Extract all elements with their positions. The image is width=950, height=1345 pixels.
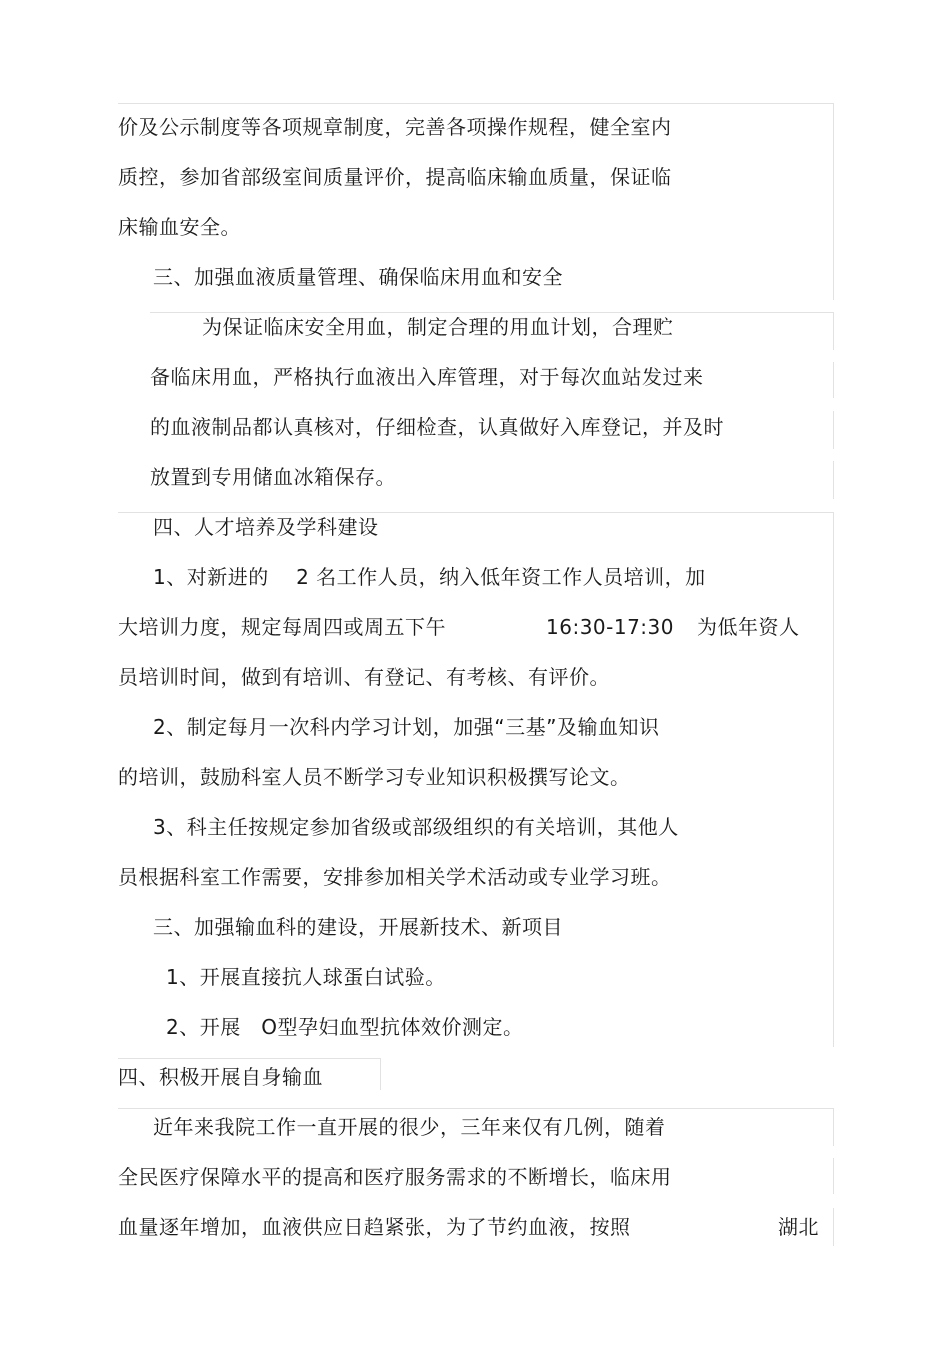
body-line: 为保证临床安全用血，制定合理的用血计划，合理贮 bbox=[202, 315, 674, 339]
frame-tick bbox=[833, 362, 834, 398]
section-heading: 三、加强血液质量管理、确保临床用血和安全 bbox=[153, 265, 563, 289]
section-heading: 四、人才培养及学科建设 bbox=[153, 515, 379, 539]
body-line: 近年来我院工作一直开展的很少，三年来仅有几例，随着 bbox=[153, 1115, 666, 1139]
body-line: 放置到专用储血冰箱保存。 bbox=[150, 465, 396, 489]
body-line: 血量逐年增加，血液供应日趋紧张，为了节约血液，按照 bbox=[118, 1215, 631, 1239]
frame-tick bbox=[833, 1158, 834, 1194]
body-line: 大培训力度，规定每周四或周五下午 bbox=[118, 615, 446, 639]
body-line: 2、制定每月一次科内学习计划，加强“三基”及输血知识 bbox=[153, 715, 660, 739]
list-item: 2、开展 O型孕妇血型抗体效价测定。 bbox=[166, 1015, 524, 1039]
section-heading: 四、积极开展自身输血 bbox=[118, 1065, 323, 1089]
frame-tick bbox=[833, 411, 834, 449]
body-line: 员培训时间，做到有培训、有登记、有考核、有评价。 bbox=[118, 665, 610, 689]
body-line: 的血液制品都认真核对，仔细检查，认真做好入库登记，并及时 bbox=[150, 415, 724, 439]
body-line: 为低年资人 bbox=[697, 615, 800, 639]
body-line: 湖北 bbox=[778, 1215, 819, 1239]
body-line: 备临床用血，严格执行血液出入库管理，对于每次血站发过来 bbox=[150, 365, 704, 389]
time-range: 16:30-17:30 bbox=[546, 615, 674, 639]
body-line: 的培训，鼓励科室人员不断学习专业知识积极撰写论文。 bbox=[118, 765, 631, 789]
section-heading: 三、加强输血科的建设，开展新技术、新项目 bbox=[153, 915, 563, 939]
body-line: 床输血安全。 bbox=[118, 215, 241, 239]
body-line: 员根据科室工作需要，安排参加相关学术活动或专业学习班。 bbox=[118, 865, 672, 889]
body-line: 价及公示制度等各项规章制度，完善各项操作规程，健全室内 bbox=[118, 115, 672, 139]
list-item: 1、开展直接抗人球蛋白试验。 bbox=[166, 965, 446, 989]
body-line: 1、对新进的 2 名工作人员，纳入低年资工作人员培训，加 bbox=[153, 565, 706, 589]
body-line: 3、科主任按规定参加省级或部级组织的有关培训，其他人 bbox=[153, 815, 679, 839]
body-line: 全民医疗保障水平的提高和医疗服务需求的不断增长，临床用 bbox=[118, 1165, 672, 1189]
body-line: 质控，参加省部级室间质量评价，提高临床输血质量，保证临 bbox=[118, 165, 672, 189]
frame-tick bbox=[833, 1208, 834, 1246]
frame-tick bbox=[833, 461, 834, 499]
